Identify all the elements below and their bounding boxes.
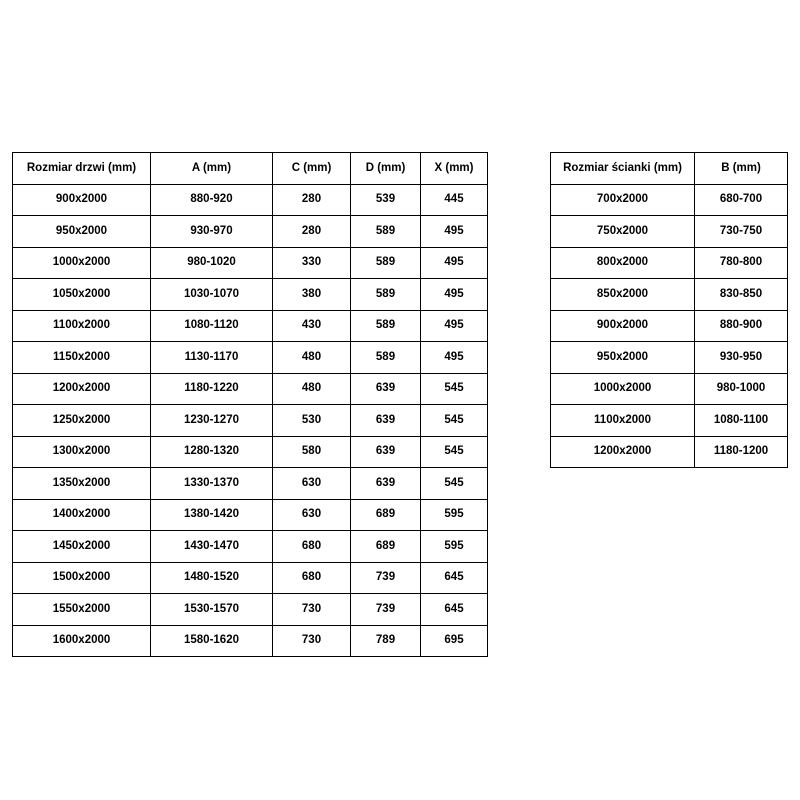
cell-a: 1230-1270: [151, 405, 273, 437]
table-row: [551, 279, 788, 311]
cell-x: 495: [421, 342, 488, 374]
cell-x: 595: [421, 499, 488, 531]
cell-c: 330: [273, 247, 351, 279]
table-row: [551, 373, 788, 405]
cell-d: 589: [351, 279, 421, 311]
cell-x: 545: [421, 373, 488, 405]
cell-d: 789: [351, 625, 421, 657]
table-row: [551, 342, 788, 374]
table-row: [551, 216, 788, 248]
cell-a: 1380-1420: [151, 499, 273, 531]
cell-b: 1080-1100: [695, 405, 788, 437]
cell-x: 495: [421, 310, 488, 342]
cell-x: 495: [421, 247, 488, 279]
cell-c: 730: [273, 625, 351, 657]
column-header-door-size: Rozmiar drzwi (mm): [13, 153, 151, 185]
table-row: [13, 310, 488, 342]
cell-wall-size: 950x2000: [551, 342, 695, 374]
table-row: [551, 247, 788, 279]
cell-a: 1030-1070: [151, 279, 273, 311]
table-header-row: [13, 153, 488, 185]
table-row: [13, 342, 488, 374]
column-header-d: D (mm): [351, 153, 421, 185]
cell-x: 695: [421, 625, 488, 657]
table-row: [13, 562, 488, 594]
cell-b: 730-750: [695, 216, 788, 248]
cell-d: 539: [351, 184, 421, 216]
cell-x: 595: [421, 531, 488, 563]
table-row: [13, 436, 488, 468]
table-row: [551, 184, 788, 216]
cell-door-size: 900x2000: [13, 184, 151, 216]
cell-c: 480: [273, 342, 351, 374]
cell-door-size: 1400x2000: [13, 499, 151, 531]
cell-door-size: 1000x2000: [13, 247, 151, 279]
cell-d: 589: [351, 342, 421, 374]
cell-wall-size: 700x2000: [551, 184, 695, 216]
cell-d: 589: [351, 310, 421, 342]
cell-d: 639: [351, 436, 421, 468]
cell-door-size: 950x2000: [13, 216, 151, 248]
cell-a: 1080-1120: [151, 310, 273, 342]
cell-c: 730: [273, 594, 351, 626]
cell-b: 980-1000: [695, 373, 788, 405]
table-row: [13, 405, 488, 437]
cell-a: 880-920: [151, 184, 273, 216]
cell-d: 639: [351, 468, 421, 500]
cell-c: 680: [273, 562, 351, 594]
cell-d: 739: [351, 594, 421, 626]
cell-d: 739: [351, 562, 421, 594]
cell-a: 1580-1620: [151, 625, 273, 657]
cell-d: 589: [351, 216, 421, 248]
cell-a: 930-970: [151, 216, 273, 248]
cell-d: 639: [351, 373, 421, 405]
column-header-c: C (mm): [273, 153, 351, 185]
table-row: [13, 373, 488, 405]
table-row: [13, 531, 488, 563]
cell-x: 545: [421, 405, 488, 437]
cell-c: 280: [273, 216, 351, 248]
cell-a: 1330-1370: [151, 468, 273, 500]
cell-door-size: 1300x2000: [13, 436, 151, 468]
cell-c: 480: [273, 373, 351, 405]
cell-a: 1130-1170: [151, 342, 273, 374]
cell-b: 680-700: [695, 184, 788, 216]
cell-x: 495: [421, 279, 488, 311]
cell-door-size: 1100x2000: [13, 310, 151, 342]
cell-door-size: 1500x2000: [13, 562, 151, 594]
table-row: [13, 625, 488, 657]
cell-a: 980-1020: [151, 247, 273, 279]
cell-door-size: 1250x2000: [13, 405, 151, 437]
cell-b: 930-950: [695, 342, 788, 374]
cell-wall-size: 1200x2000: [551, 436, 695, 468]
table-row: [13, 216, 488, 248]
cell-c: 630: [273, 499, 351, 531]
table-header-row: [551, 153, 788, 185]
table-row: [13, 499, 488, 531]
cell-x: 645: [421, 594, 488, 626]
table-row: [551, 436, 788, 468]
table-row: [13, 279, 488, 311]
cell-wall-size: 850x2000: [551, 279, 695, 311]
cell-a: 1280-1320: [151, 436, 273, 468]
cell-c: 380: [273, 279, 351, 311]
cell-c: 430: [273, 310, 351, 342]
cell-x: 445: [421, 184, 488, 216]
cell-d: 639: [351, 405, 421, 437]
table-row: [551, 405, 788, 437]
cell-door-size: 1200x2000: [13, 373, 151, 405]
column-header-wall-size: Rozmiar ścianki (mm): [551, 153, 695, 185]
shower-wall-dimensions-table: [550, 152, 788, 468]
table-row: [13, 184, 488, 216]
cell-c: 580: [273, 436, 351, 468]
table-row: [13, 247, 488, 279]
cell-c: 530: [273, 405, 351, 437]
cell-d: 589: [351, 247, 421, 279]
cell-a: 1530-1570: [151, 594, 273, 626]
cell-c: 630: [273, 468, 351, 500]
cell-b: 830-850: [695, 279, 788, 311]
cell-b: 880-900: [695, 310, 788, 342]
cell-wall-size: 1000x2000: [551, 373, 695, 405]
column-header-b: B (mm): [695, 153, 788, 185]
cell-wall-size: 750x2000: [551, 216, 695, 248]
cell-c: 680: [273, 531, 351, 563]
cell-x: 645: [421, 562, 488, 594]
cell-d: 689: [351, 499, 421, 531]
cell-door-size: 1150x2000: [13, 342, 151, 374]
cell-a: 1430-1470: [151, 531, 273, 563]
cell-wall-size: 900x2000: [551, 310, 695, 342]
cell-door-size: 1550x2000: [13, 594, 151, 626]
table-row: [13, 594, 488, 626]
shower-door-dimensions-table: [12, 152, 488, 657]
cell-door-size: 1050x2000: [13, 279, 151, 311]
column-header-x: X (mm): [421, 153, 488, 185]
cell-x: 545: [421, 468, 488, 500]
table-row: [13, 468, 488, 500]
cell-x: 545: [421, 436, 488, 468]
cell-a: 1180-1220: [151, 373, 273, 405]
cell-d: 689: [351, 531, 421, 563]
column-header-a: A (mm): [151, 153, 273, 185]
cell-wall-size: 1100x2000: [551, 405, 695, 437]
cell-a: 1480-1520: [151, 562, 273, 594]
cell-door-size: 1350x2000: [13, 468, 151, 500]
cell-door-size: 1450x2000: [13, 531, 151, 563]
tables-container: [12, 152, 788, 657]
cell-c: 280: [273, 184, 351, 216]
cell-b: 1180-1200: [695, 436, 788, 468]
cell-x: 495: [421, 216, 488, 248]
table-row: [551, 310, 788, 342]
cell-door-size: 1600x2000: [13, 625, 151, 657]
cell-wall-size: 800x2000: [551, 247, 695, 279]
cell-b: 780-800: [695, 247, 788, 279]
